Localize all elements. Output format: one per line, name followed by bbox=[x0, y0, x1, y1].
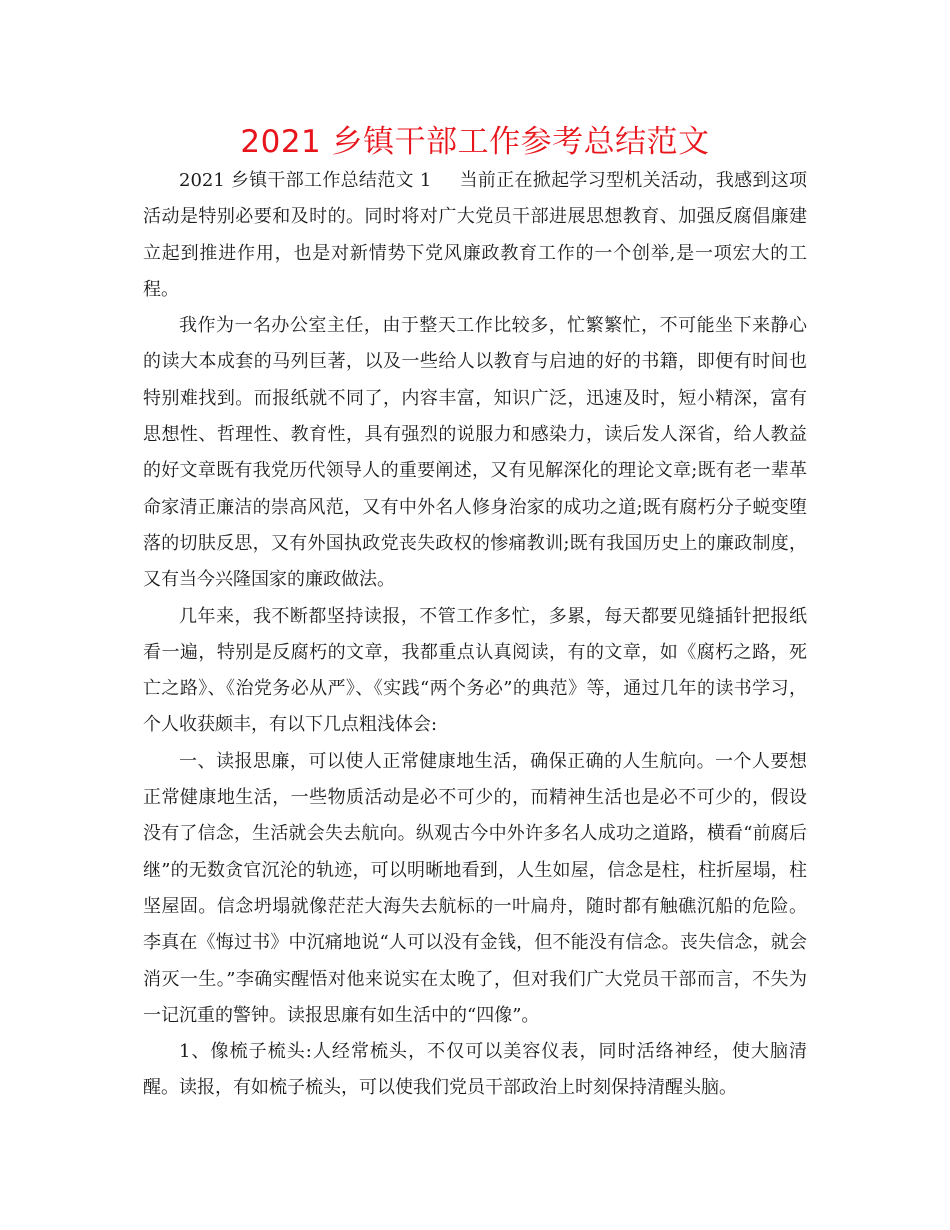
paragraph: 我作为一名办公室主任，由于整天工作比较多，忙繁繁忙，不可能坐下来静心的读大本成套的马列巨著，以及一些给人以教育与启迪的好的书籍，即便有时间也特别难找到。而报纸就不同了，内容丰富，知识广泛，迅速及时，短小精深，富有思想性、哲理性、教育性，具有强烈的说服力和感染力，读后发人深省，给人教益的好文章既有我党历代领导人的重要阐述，又有见解深化的理论文章;既有老一辈革命家清正廉洁的崇高风范，又有中外名人修身治家的成功之道;既有腐朽分子蜕变堕落的切肤反思，又有外国执政党丧失政权的惨痛教训;既有我国历史上的廉政制度，又有当今兴隆国家的廉政做法。 bbox=[143, 315, 807, 591]
paragraph: 1、像梳子梳头:人经常梳头，不仅可以美容仪表，同时活络神经，使大脑清醒。读报，有如梳子梳头，可以使我们党员干部政治上时刻保持清醒头脑。 bbox=[143, 1041, 807, 1099]
paragraph-intro bbox=[143, 163, 807, 308]
paragraph: 一、读报思廉，可以使人正常健康地生活，确保正确的人生航向。一个人要想正常健康地生活，一些物质活动是必不可少的，而精神生活也是必不可少的，假设没有了信念，生活就会失去航向。纵观古今中外许多名人成功之道路，横看“前腐后继”的无数贪官沉沦的轨迹，可以明晰地看到，人生如屋，信念是柱，柱折屋塌，柱坚屋固。信念坍塌就像茫茫大海失去航标的一叶扁舟，随时都有触礁沉船的危险。李真在《悔过书》中沉痛地说“人可以没有金钱，但不能没有信念。丧失信念，就会消灭一生。”李确实醒悟对他来说实在太晚了，但对我们广大党员干部而言，不失为一记沉重的警钟。读报思廉有如生活中的“四像”。 bbox=[143, 750, 807, 1026]
paragraph: 几年来，我不断都坚持读报，不管工作多忙，多累，每天都要见缝插针把报纸看一遍，特别是反腐朽的文章，我都重点认真阅读，有的文章，如《腐朽之路，死亡之路》、《治党务必从严》、《实践“两个务必”的典范》等，通过几年的读书学习，个人收获颇丰，有以下几点粗浅体会: bbox=[143, 605, 807, 736]
document-subtitle: 2021 乡镇干部工作总结范文 1 bbox=[179, 170, 432, 191]
paragraph-text: 当前正在掀起学习型机关活动，我感到这项活动是特别必要和及时的。同时将对广大党员干部进展思想教育、加强反腐倡廉建立起到推进作用，也是对新情势下党风廉政教育工作的一个创举,是一项宏大的工程。 bbox=[143, 170, 808, 300]
document-title: 2021 乡镇干部工作参考总结范文 bbox=[240, 124, 710, 160]
document-body bbox=[143, 163, 807, 1107]
